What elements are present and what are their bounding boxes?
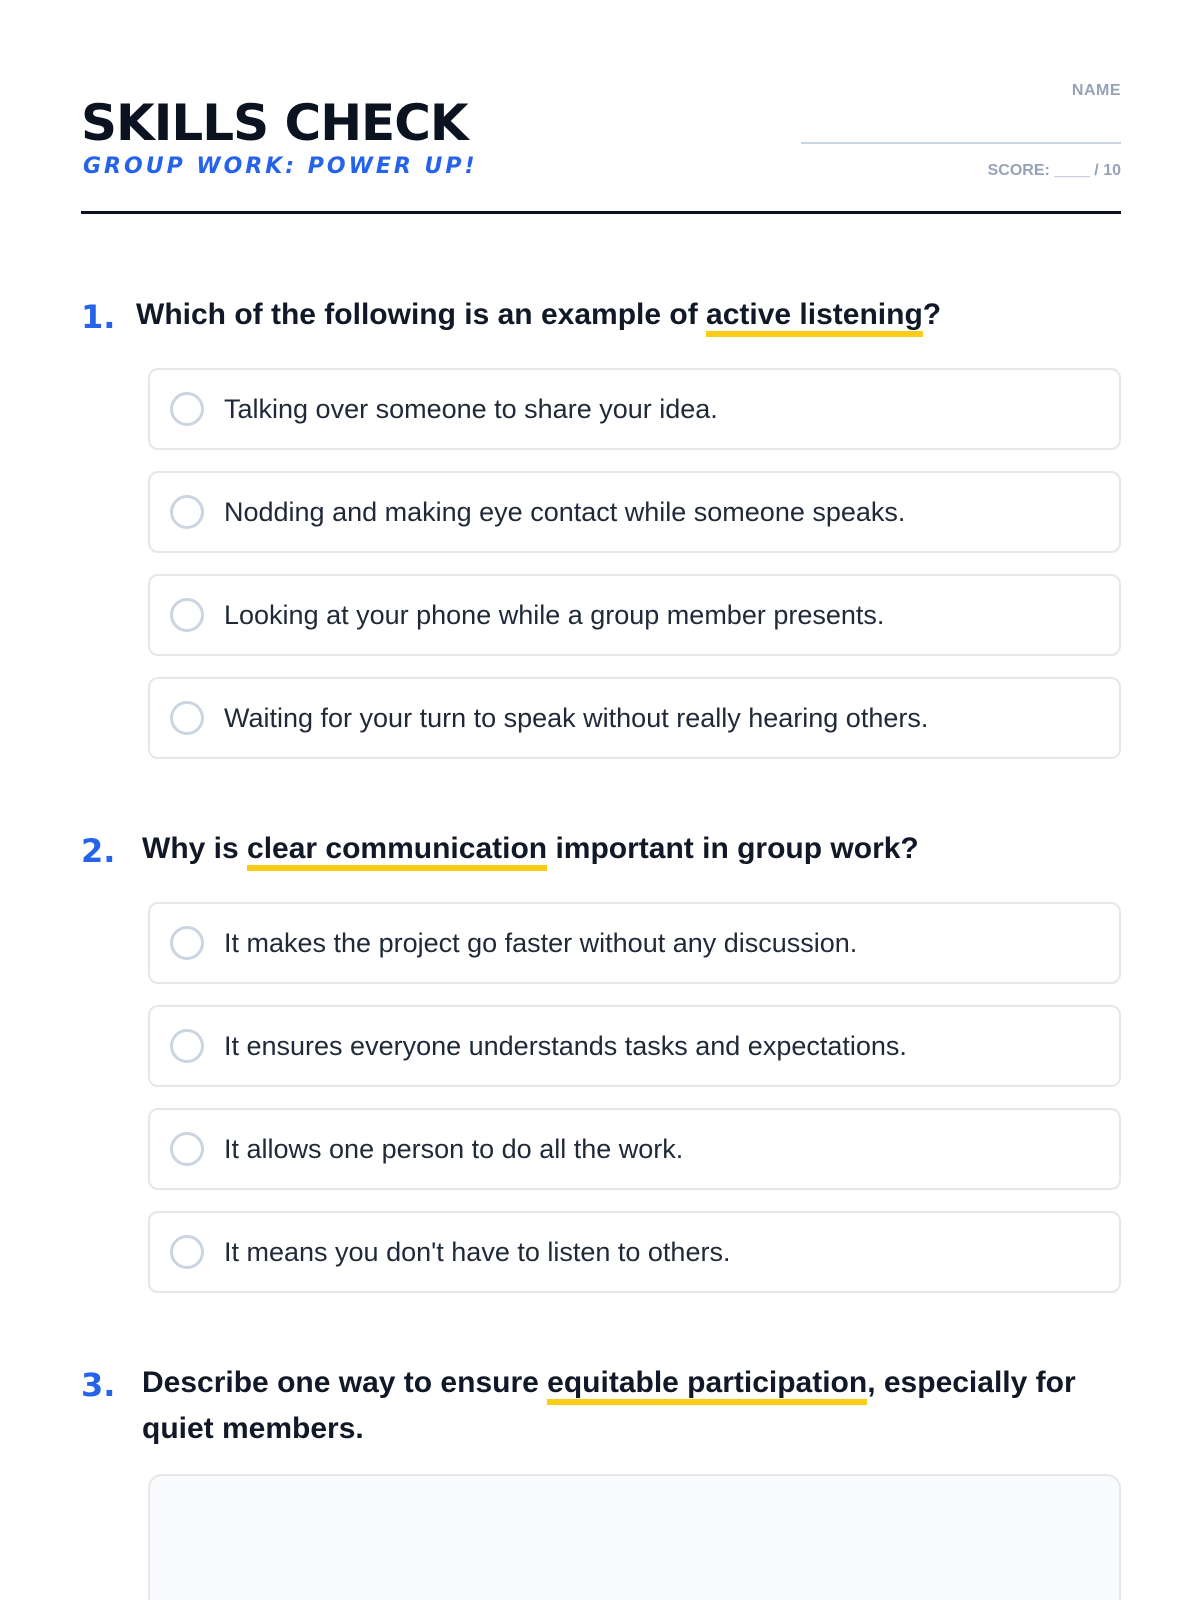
option-label: It means you don't have to listen to others. bbox=[224, 1236, 731, 1267]
option-c[interactable] bbox=[148, 574, 1121, 656]
question-number: 2. bbox=[81, 832, 116, 870]
radio-button[interactable] bbox=[170, 1029, 204, 1063]
option-d[interactable] bbox=[148, 1211, 1121, 1293]
option-b[interactable] bbox=[148, 471, 1121, 553]
option-label: Waiting for your turn to speak without really hearing others. bbox=[224, 702, 929, 733]
question-text bbox=[136, 292, 941, 338]
option-a[interactable] bbox=[148, 368, 1121, 450]
question-text-after: important in group work? bbox=[547, 832, 919, 865]
question-text-after: ? bbox=[922, 298, 942, 331]
question-2 bbox=[81, 832, 1121, 1302]
question-text-before: Why is bbox=[142, 832, 248, 865]
question-highlight: clear communication bbox=[247, 832, 547, 871]
option-label: It ensures everyone understands tasks and expectations. bbox=[224, 1030, 907, 1061]
question-number: 3. bbox=[81, 1366, 116, 1404]
options-list bbox=[148, 902, 1121, 1314]
question-highlight: active listening bbox=[706, 298, 923, 337]
option-label: It makes the project go faster without any discussion. bbox=[224, 927, 858, 958]
name-field[interactable] bbox=[801, 142, 1121, 144]
question-text bbox=[142, 826, 919, 872]
score-label: SCORE: ____ / 10 bbox=[987, 162, 1121, 179]
radio-button[interactable] bbox=[170, 598, 204, 632]
question-text-before: Describe one way to ensure bbox=[142, 1366, 548, 1399]
option-label: Looking at your phone while a group member presents. bbox=[224, 599, 885, 630]
question-3 bbox=[81, 1366, 1121, 1600]
answer-textarea[interactable] bbox=[148, 1474, 1121, 1600]
radio-button[interactable] bbox=[170, 1132, 204, 1166]
option-a[interactable] bbox=[148, 902, 1121, 984]
radio-button[interactable] bbox=[170, 495, 204, 529]
options-list bbox=[148, 368, 1121, 780]
question-text-after: , especially for quiet members. bbox=[142, 1366, 1076, 1445]
question-number: 1. bbox=[81, 298, 116, 336]
page-subtitle: GROUP WORK: POWER UP! bbox=[83, 154, 478, 179]
worksheet-header bbox=[81, 80, 1121, 214]
name-label: NAME bbox=[1071, 82, 1121, 99]
radio-button[interactable] bbox=[170, 926, 204, 960]
option-label: Talking over someone to share your idea. bbox=[224, 393, 718, 424]
option-label: Nodding and making eye contact while someone speaks. bbox=[224, 496, 906, 527]
radio-button[interactable] bbox=[170, 1235, 204, 1269]
question-text bbox=[142, 1360, 1122, 1452]
option-d[interactable] bbox=[148, 677, 1121, 759]
question-text-before: Which of the following is an example of bbox=[136, 298, 707, 331]
option-b[interactable] bbox=[148, 1005, 1121, 1087]
page-title: SKILLS CHECK bbox=[81, 94, 468, 152]
radio-button[interactable] bbox=[170, 701, 204, 735]
question-1 bbox=[81, 298, 1121, 768]
option-c[interactable] bbox=[148, 1108, 1121, 1190]
radio-button[interactable] bbox=[170, 392, 204, 426]
option-label: It allows one person to do all the work. bbox=[224, 1133, 684, 1164]
question-highlight: equitable participation bbox=[547, 1366, 867, 1405]
